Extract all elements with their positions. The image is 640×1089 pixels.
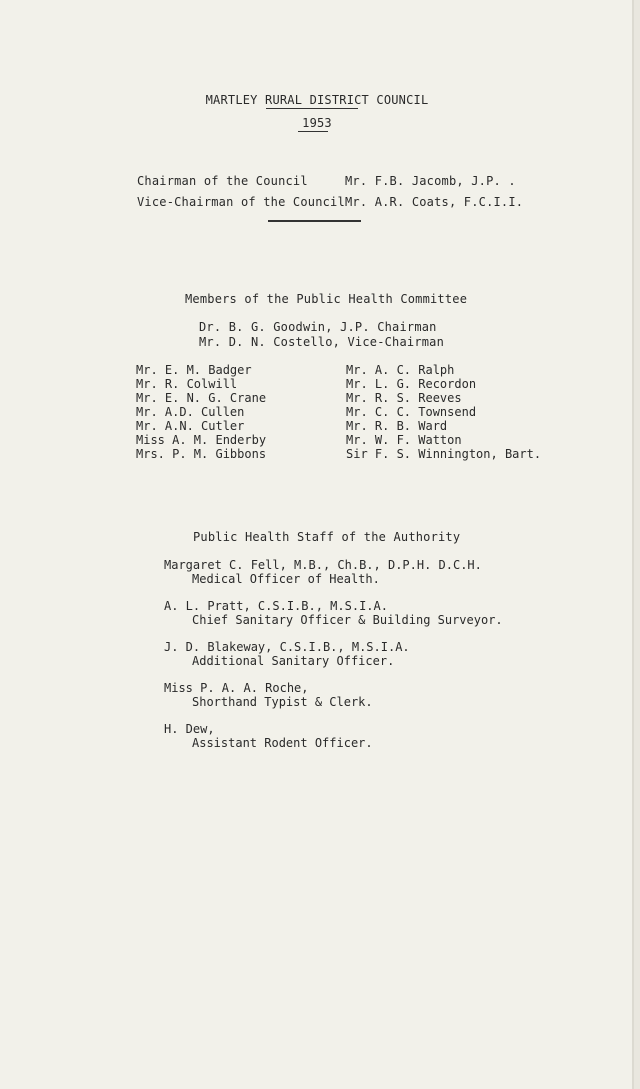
staff-name: H. Dew, — [164, 722, 215, 736]
title-underline — [266, 108, 358, 109]
staff-name: J. D. Blakeway, C.S.I.B., M.S.I.A. — [164, 640, 410, 654]
chairman-name: Mr. F.B. Jacomb, J.P. . — [345, 174, 516, 188]
committee-member: Mr. C. C. Townsend — [346, 405, 477, 419]
committee-member: Mr. R. Colwill — [136, 377, 238, 391]
vice-chairman-title: Vice-Chairman of the Council — [137, 195, 345, 209]
committee-member: Mr. E. N. G. Crane — [136, 391, 267, 405]
vice-chairman-name: Mr. A.R. Coats, F.C.I.I. — [345, 195, 524, 209]
staff-entry — [164, 681, 503, 709]
committee-vice-chairman: Mr. D. N. Costello, Vice-Chairman — [199, 335, 445, 349]
chairman-title: Chairman of the Council — [137, 174, 308, 188]
year-underline — [298, 131, 328, 132]
committee-members-left — [136, 363, 266, 461]
year — [0, 116, 634, 130]
council-name: MARTLEY RURAL DISTRICT COUNCIL — [205, 93, 429, 107]
committee-member: Mr. A. C. Ralph — [346, 363, 455, 377]
staff-role: Additional Sanitary Officer. — [192, 654, 395, 668]
committee-member: Mr. E. M. Badger — [136, 363, 252, 377]
committee-member: Mr. W. F. Watton — [346, 433, 462, 447]
staff-heading: Public Health Staff of the Authority — [193, 530, 461, 544]
committee-chairman: Dr. B. G. Goodwin, J.P. Chairman — [199, 320, 437, 334]
committee-member: Mr. R. S. Reeves — [346, 391, 462, 405]
staff-entry — [164, 599, 503, 627]
committee-member: Miss A. M. Enderby — [136, 433, 267, 447]
staff-role: Shorthand Typist & Clerk. — [192, 695, 373, 709]
staff-list — [164, 558, 503, 763]
committee-member: Mr. R. B. Ward — [346, 419, 448, 433]
staff-name: A. L. Pratt, C.S.I.B., M.S.I.A. — [164, 599, 388, 613]
committee-member: Mr. A.N. Cutler — [136, 419, 245, 433]
council-title — [0, 93, 634, 107]
staff-name: Margaret C. Fell, M.B., Ch.B., D.P.H. D.C.H. — [164, 558, 482, 572]
year-text: 1953 — [302, 116, 332, 130]
committee-member: Sir F. S. Winnington, Bart. — [346, 447, 542, 461]
staff-role: Assistant Rodent Officer. — [192, 736, 373, 750]
staff-entry — [164, 722, 503, 750]
staff-name: Miss P. A. A. Roche, — [164, 681, 309, 695]
committee-member: Mr. A.D. Cullen — [136, 405, 245, 419]
staff-entry — [164, 558, 503, 586]
committee-member: Mr. L. G. Recordon — [346, 377, 477, 391]
staff-entry — [164, 640, 503, 668]
committee-member: Mrs. P. M. Gibbons — [136, 447, 267, 461]
staff-role: Medical Officer of Health. — [192, 572, 380, 586]
section-divider — [268, 220, 361, 222]
committee-heading: Members of the Public Health Committee — [185, 292, 468, 306]
committee-members-right — [346, 363, 541, 461]
staff-role: Chief Sanitary Officer & Building Surveyor. — [192, 613, 503, 627]
